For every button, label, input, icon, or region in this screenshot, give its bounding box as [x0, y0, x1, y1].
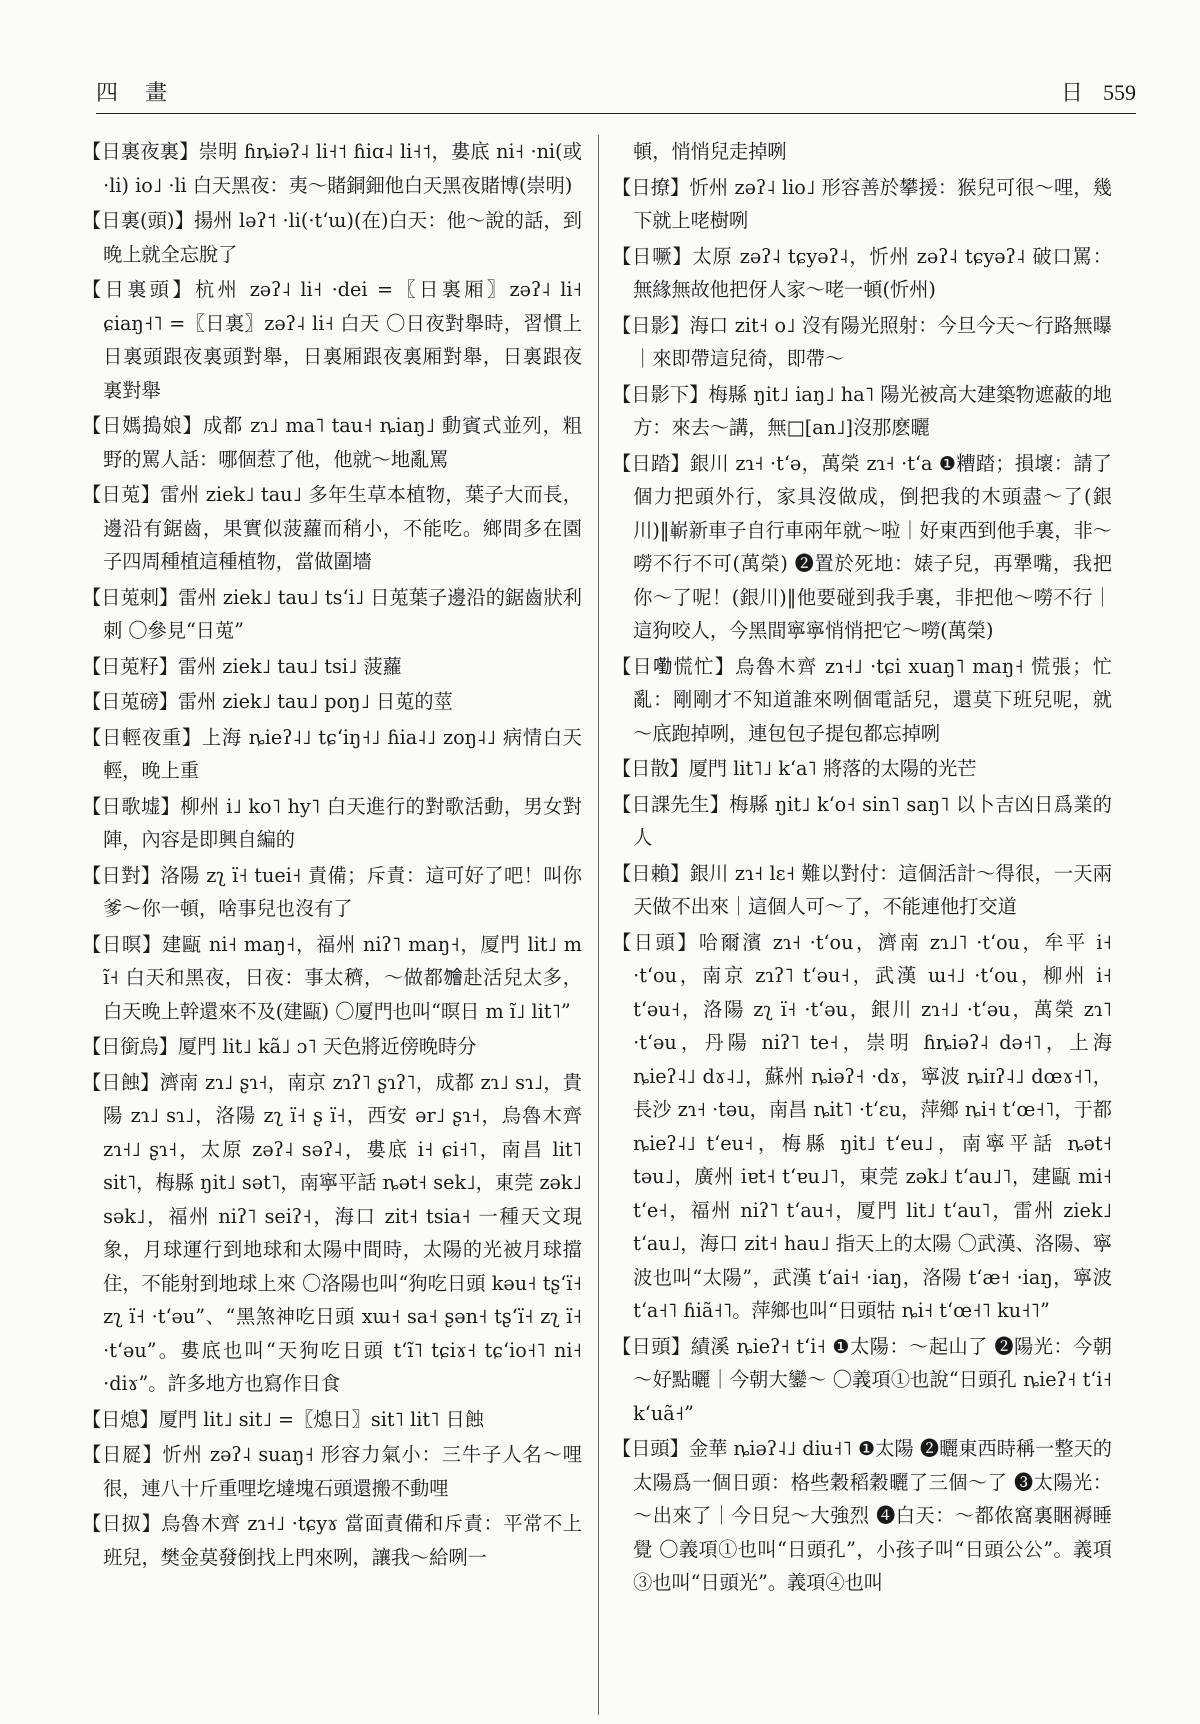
dictionary-entry: 【日媽搗娘】成都 zɿ˩ ma˥ tau˧ ȵiaŋ˩ 動賓式並列，粗野的罵人話：哪個惹了他，他就～地亂罵: [82, 414, 582, 471]
dictionary-entry: 頓，悄悄兒走掉咧: [633, 140, 787, 163]
head-character: 日: [1060, 81, 1083, 106]
dictionary-entry: 【日熄】厦門 lit˩ sit˩ =〖熄日〗sit˥ lit˥ 日蝕: [82, 1407, 485, 1431]
dictionary-entry: 【日㧐】烏魯木齊 zɿ˧˩ ·tɕyɤ 當面責備和斥責：平常不上班兒，樊金莫發倒找上門來咧，讓我～給咧一: [82, 1512, 582, 1569]
dictionary-entry: 【日暝】建甌 ni˧ maŋ˧，福州 niʔ˥ maŋ˧，厦門 lit˩ m ĩ˧ 白天和黑夜，日夜：事太穧，～做都𣍐赴活兒太多，白天晚上幹還來不及(建甌) 〇厦門也叫“暝日 m ĩ˩ lit˥”: [82, 932, 582, 1023]
dictionary-entry: 【日撩】忻州 zəʔ˨ lio˩ 形容善於攀援：猴兒可很～哩，幾下就上咾樹咧: [612, 175, 1112, 232]
column-divider: [598, 135, 599, 1715]
dictionary-entry: 【日莵磅】雷州 ziek˩ tau˩ poŋ˩ 日莵的莖: [82, 690, 453, 713]
page-header: [96, 70, 1136, 110]
running-head: [1061, 76, 1136, 107]
dictionary-entry: 【日散】厦門 lit˥˩ kʻa˥ 將落的太陽的光芒: [612, 757, 977, 780]
dictionary-entry: 【日㞞】忻州 zəʔ˨ suaŋ˧ 形容力氣小：三牛子人名～哩很，連八十斤重哩圪墶塊石頭還搬不動哩: [82, 1443, 582, 1500]
dictionary-entry: 【日輕夜重】上海 ȵieʔ˨˩ tɕʻiŋ˧˩ ɦia˨˩ zoŋ˨˩ 病情白天輕，晚上重: [82, 725, 582, 782]
dictionary-entry: 【日莵刺】雷州 ziek˩ tau˩ tsʻi˩ 日莵葉子邊沿的鋸齒狀利刺 〇參見“日莵”: [82, 585, 582, 642]
dictionary-entry: 【日對】洛陽 zʅ ï˧ tuei˧ 責備；斥責：這可好了吧！叫你爹～你一頓，啥事兒也沒有了: [82, 863, 582, 920]
section-title: 四 畫: [96, 81, 177, 106]
dictionary-entry: 【日歌墟】柳州 i˩ ko˥ hy˥ 白天進行的對歌活動，男女對陣，內容是即興自編的: [82, 794, 582, 851]
dictionary-entry: 【日賴】銀川 zɿ˧ lɛ˧ 難以對付：這個活計～得很，一天兩天做不出來｜這個人可～了，不能連他打交道: [612, 861, 1112, 918]
dictionary-entry: 【日影下】梅縣 ŋit˩ iaŋ˩ ha˥ 陽光被高大建築物遮蔽的地方：來去～講，無□[an˩]沒那麽曬: [612, 382, 1112, 439]
dictionary-entry: 【日裏夜裏】崇明 ɦȵiəʔ˨ li˧˦ ɦiɑ˨ li˧˦，婁底 ni˧ ·ni(或·li) io˩ ·li 白天黑夜：夷～賭銅鈿他白天黑夜賭博(崇明): [82, 140, 582, 197]
dictionary-entry: 【日課先生】梅縣 ŋit˩ kʻo˧ sin˥ saŋ˥ 以卜吉凶日爲業的人: [612, 792, 1112, 849]
dictionary-entry: 【日頭】金華 ȵiəʔ˨˩ diu˧˥ ❶太陽 ❷曬東西時稱一整天的太陽爲一個日頭：格些穀稻穀曬了三個～了 ❸太陽光：～出來了｜今日兒～大強烈 ❹白天：～都侬窩裏睏褥睡覺 〇義項①也叫“日頭孔”，小孩子叫“日頭公公”。義項③也叫“日頭光”。義項④也叫: [612, 1437, 1112, 1594]
right-column: [612, 135, 1112, 1602]
dictionary-entry: 【日頭】哈爾濱 zɿ˧ ·tʻou，濟南 zɿ˩˥ ·tʻou，牟平 i˧ ·tʻou，南京 zɿʔ˥ tʻəu˧，武漢 ɯ˧˩ ·tʻou，柳州 i˧ tʻəu˧，洛陽 zʅ ï˧ ·tʻəu，銀川 zɿ˧˩ ·tʻəu，萬榮 zɿ˥ ·tʻəu，丹陽 niʔ˥ te˧，崇明 ɦȵiəʔ˨ də˧˥，上海 ȵieʔ˨˩ dɤ˨˩，蘇州 ȵiəʔ˧ ·dɤ，寧波 ȵiɪʔ˨˩ dœɤ˧˥，長沙 zɿ˧ ·təu，南昌 ȵit˥ ·tʻɛu，萍鄉 ȵi˧ tʻœ˧˥，于都 ȵieʔ˨˩ tʻeu˧，梅縣 ŋit˩ tʻeu˩，南寧平話 ȵət˧ təu˩，廣州 iɐt˧ tʻɐu˩˥，東莞 zək˩ tʻau˩˥，建甌 mi˧ tʻe˧，福州 niʔ˥ tʻau˧，厦門 lit˩ tʻau˥，雷州 ziek˩ tʻau˩，海口 zit˧ hau˩ 指天上的太陽 〇武漢、洛陽、寧波也叫“太陽”，武漢 tʻai˧ ·iaŋ，洛陽 tʻæ˧ ·iaŋ，寧波 tʻa˧˥ ɦiã˧˥。萍鄉也叫“日頭牯 ȵi˧ tʻœ˧˥ ku˧˥”: [612, 930, 1112, 1322]
dictionary-entry: 【日踏】銀川 zɿ˧ ·tʻə，萬榮 zɿ˧ ·tʻa ❶糟踏；損壞：請了個力把頭外行，家具沒做成，倒把我的木頭盡～了(銀川)‖嶄新車子自行車兩年就～啦｜好東西到他手裏，非～嘮不行不可(萬榮) ❷置於死地：婊子兒，再犟嘴，我把你～了呢！(銀川)‖他要碰到我手裏，非把他～嘮不行｜這狗咬人，今黑間寧寧悄悄把它～嘮(萬榮): [612, 451, 1112, 642]
page-number: 559: [1103, 80, 1136, 105]
dictionary-entry: 【日蝕】濟南 zɿ˩ ʂɿ˧，南京 zɿʔ˥ ʂɿʔ˥，成都 zɿ˩ sɿ˩，貴陽 zɿ˩ sɿ˩，洛陽 zʅ ï˧ ʂ ï˧，西安 ər˩ ʂɿ˧，烏魯木齊 zɿ˧˩ ʂɿ˧，太原 zəʔ˨ səʔ˨，婁底 i˧ ɕi˧˥，南昌 lit˥ sit˥，梅縣 ŋit˩ sət˥，南寧平話 ȵət˧ sek˩，東莞 zək˩ sək˩，福州 niʔ˥ seiʔ˧，海口 zit˧ tsia˧ 一種天文現象，月球運行到地球和太陽中間時，太陽的光被月球擋住，不能射到地球上來 〇洛陽也叫“狗吃日頭 kəu˧ tʂʻï˧ zʅ ï˧ ·tʻəu”、“黑煞神吃日頭 xɯ˧ sa˧ ʂən˧ tʂʻï˧ zʅ ï˧ ·tʻəu”。婁底也叫“天狗吃日頭 tʻĩ˥ tɕiɤ˧ tɕʻio˧˥ ni˧ ·diɤ”。許多地方也寫作日食: [82, 1070, 582, 1395]
dictionary-entry: 【日噘】太原 zəʔ˨ tɕyəʔ˨，忻州 zəʔ˨ tɕyəʔ˨ 破口罵：無緣無故他把伢人家～咾一頓(忻州): [612, 244, 1112, 301]
dictionary-entry: 【日裏(頭)】揚州 ləʔ˦ ·li(·tʻɯ)(在)白天：他～說的話，到晚上就全忘脫了: [82, 209, 582, 266]
dictionary-entry: 【日裏頭】杭州 zəʔ˨ li˧ ·dei =〖日裏厢〗zəʔ˨ li˧ ɕiaŋ˧˥ =〖日裏〗zəʔ˨ li˧ 白天 〇日夜對舉時，習慣上日裏頭跟夜裏頭對舉，日裏厢跟夜裏厢對舉，日裏跟夜裏對舉: [82, 278, 582, 402]
dictionary-entry: 【日頭】績溪 ȵieʔ˧ tʻi˧ ❶太陽：～起山了 ❷陽光：今朝～好點曬｜今朝大鑾～ 〇義項①也說“日頭孔 ȵieʔ˧ tʻi˧ kʻuã˧”: [612, 1334, 1112, 1425]
dictionary-entry: 【日𡀣慌忙】烏魯木齊 zɿ˧˩ ·tɕi xuaŋ˥ maŋ˧ 慌張；忙亂：剛剛才不知道誰來咧個電話兒，還莫下班兒呢，就～底跑掉咧，連包包子提包都忘掉咧: [612, 654, 1112, 745]
dictionary-entry: 【日莵】雷州 ziek˩ tau˩ 多年生草本植物，葉子大而長，邊沿有鋸齒，果實似菠蘿而稍小，不能吃。鄉間多在園子四周種植這種植物，當做圍墻: [82, 483, 582, 573]
dictionary-entry: 【日銜烏】厦門 lit˩ kã˩ ɔ˥ 天色將近傍晚時分: [82, 1035, 477, 1058]
dictionary-entry: 【日莵籽】雷州 ziek˩ tau˩ tsi˩ 菠蘿: [82, 654, 402, 678]
header-rule: [96, 113, 1136, 114]
dictionary-entry: 【日影】海口 zit˧ o˩ 沒有陽光照射：今旦今天～行路無曝｜來即帶這兒徛，即帶～: [612, 313, 1112, 370]
left-column: [82, 135, 582, 1576]
